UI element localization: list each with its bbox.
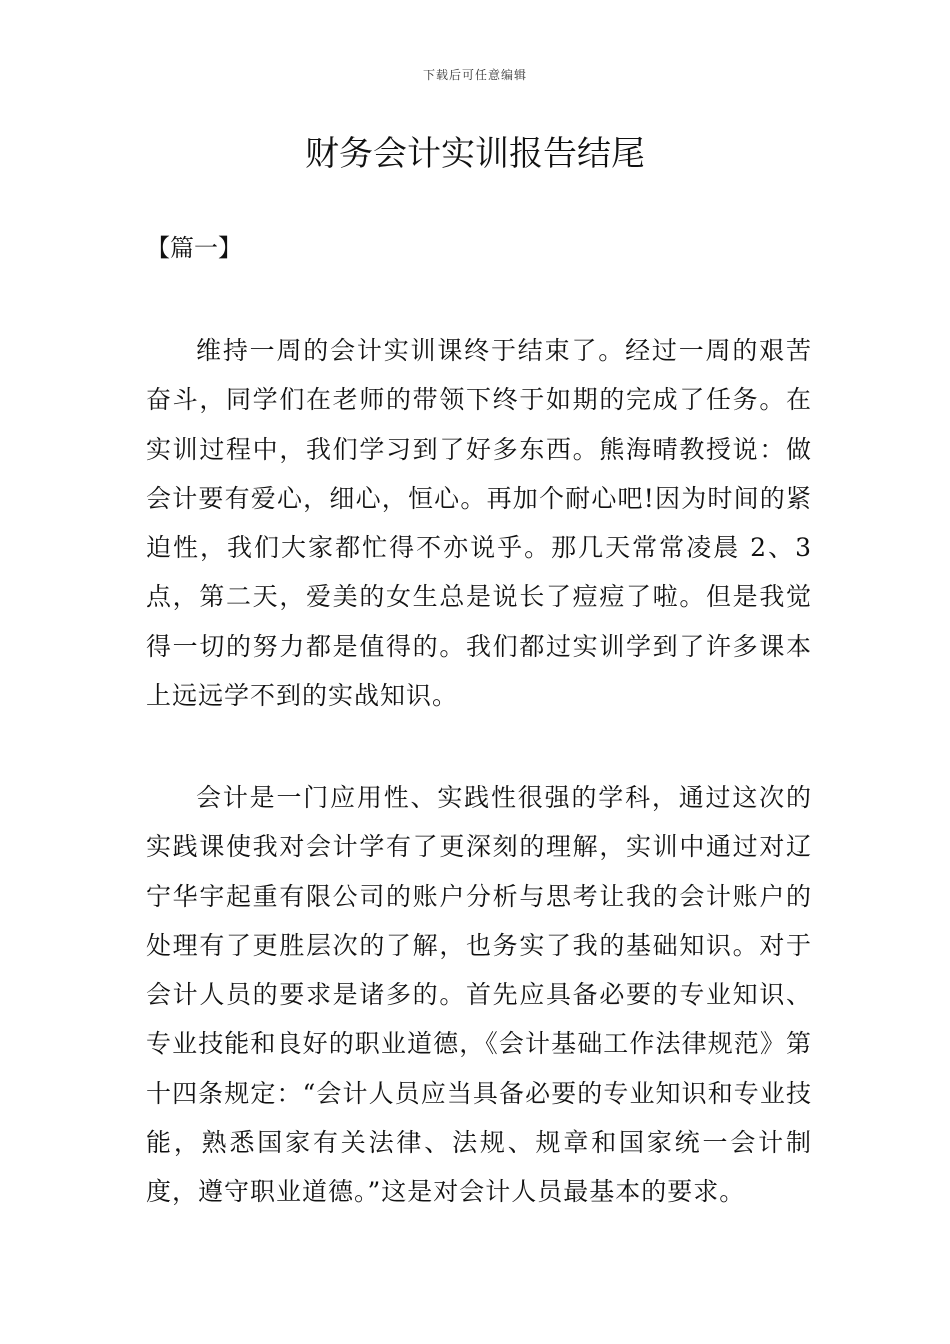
section-label: 【篇一】	[146, 234, 242, 262]
document-title: 财务会计实训报告结尾	[305, 134, 645, 174]
body-paragraph-2: 会计是一门应用性、实践性很强的学科，通过这次的实践课使我对会计学有了更深刻的理解，实训中通过对辽宁华宇起重有限公司的账户分析与思考让我的会计账户的处理有了更胜层次的了解，也务实了我的基础知识。对于会计人员的要求是诸多的。首先应具备必要的专业知识、专业技能和良好的职业道德，《会计基础工作法律规范》第十四条规定：“会计人员应当具备必要的专业知识和专业技能，熟悉国家有关法律、法规、规章和国家统一会计制度，遵守职业道德。”这是对会计人员最基本的要求。	[146, 783, 812, 1207]
page-header-note: 下载后可任意编辑	[422, 68, 527, 82]
body-paragraph-1: 维持一周的会计实训课终于结束了。经过一周的艰苦奋斗，同学们在老师的带领下终于如期的完成了任务。在实训过程中，我们学习到了好多东西。熊海晴教授说：做会计要有爱心，细心，恒心。再加个耐心吧!因为时间的紧迫性，我们大家都忙得不亦说乎。那几天常常凌晨 2、3 点，第二天，爱美的女生总是说长了痘痘了啦。但是我觉得一切的努力都是值得的。我们都过实训学到了许多课本上远远学不到的实战知识。	[146, 336, 812, 711]
